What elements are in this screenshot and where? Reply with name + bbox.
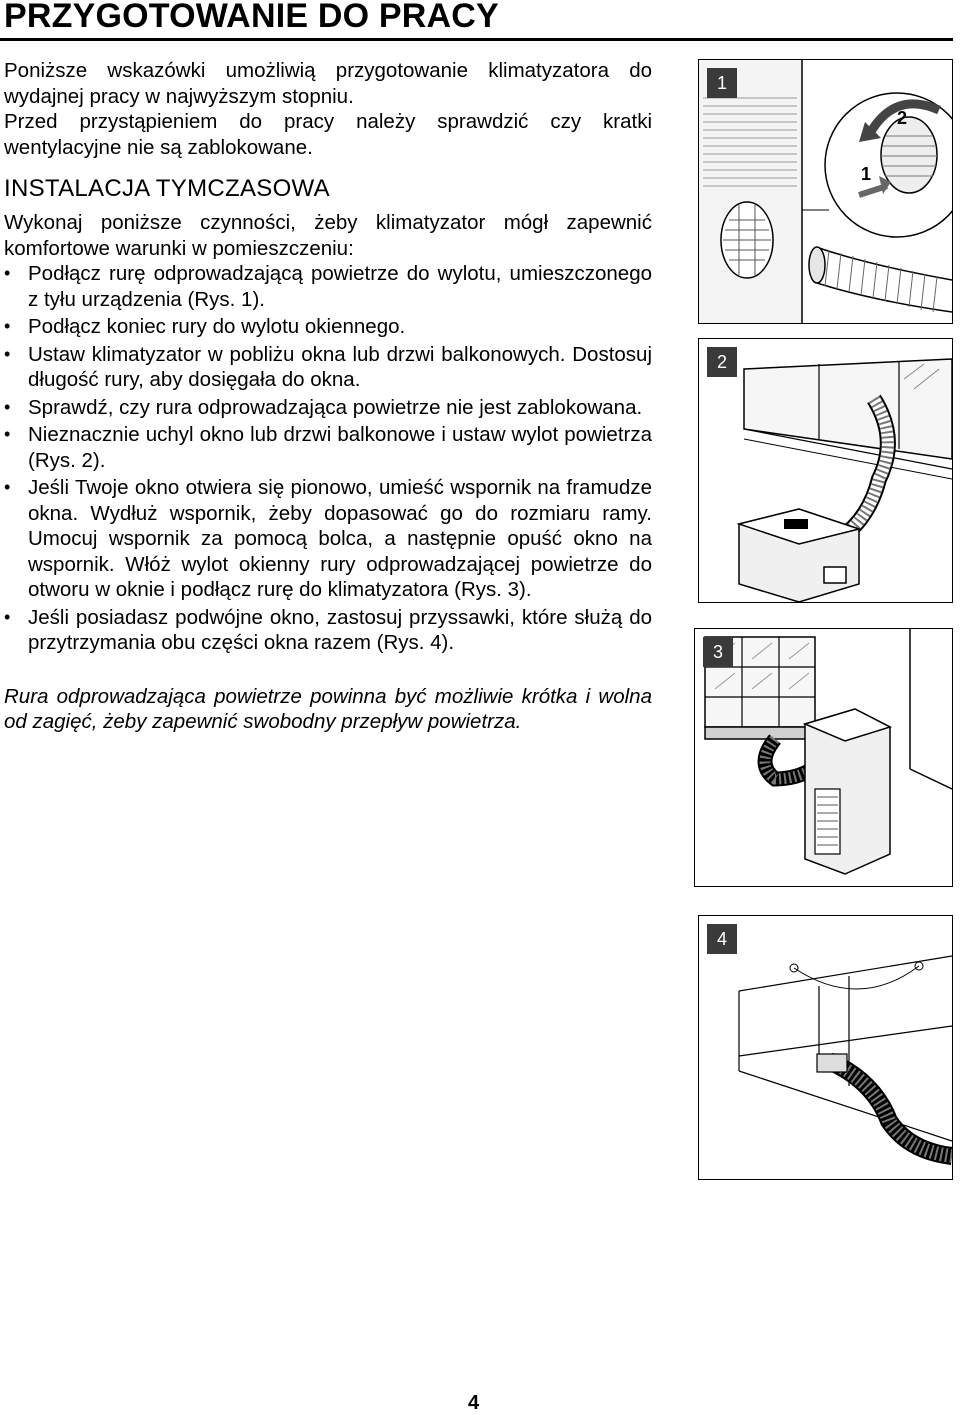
figure-3 xyxy=(694,628,953,887)
text-column xyxy=(4,58,652,735)
figure-4-label: 4 xyxy=(707,924,737,954)
figure-1-step-2: 2 xyxy=(897,108,908,128)
figure-1 xyxy=(698,59,953,324)
list-item-text: Sprawdź, czy rura odprowadzająca powietrze nie jest zablokowana. xyxy=(28,395,643,419)
figure-1-step-1: 1 xyxy=(861,164,872,184)
list-item xyxy=(4,342,652,393)
bullet-icon: • xyxy=(4,606,11,627)
bullet-icon: • xyxy=(4,343,11,364)
section-title: INSTALACJA TYMCZASOWA xyxy=(4,175,330,202)
figure-2 xyxy=(698,338,953,603)
list-item-text: Nieznacznie uchyl okno lub drzwi balkonowe i ustaw wylot powietrza (Rys. 2). xyxy=(28,423,652,472)
page-title: PRZYGOTOWANIE DO PRACY xyxy=(4,0,499,35)
list-item-text: Jeśli Twoje okno otwiera się pionowo, umieść wspornik na framudze okna. Wydłuż wspornik, żeby dopasować go do rozmiaru ramy. Umocuj wspornik za pomocą bolca, a następnie opuść okno na wspornik. Włóż wylot okienny rury odprowadzającej powietrze do otworu w oknie i podłącz rurę do klimatyzatora (Rys. 3). xyxy=(28,476,652,601)
bullet-icon: • xyxy=(4,477,11,497)
list-item-text: Ustaw klimatyzator w pobliżu okna lub drzwi balkonowych. Dostosuj długość rury, aby dosięgała do okna. xyxy=(28,342,652,391)
figure-2-label: 2 xyxy=(707,347,737,377)
figure-3-label: 3 xyxy=(703,637,733,667)
list-item xyxy=(4,314,652,340)
title-rule xyxy=(0,38,953,41)
figure-1-label: 1 xyxy=(707,68,737,98)
list-item xyxy=(4,422,652,473)
bullet-icon: • xyxy=(4,424,11,444)
list-item-text: Podłącz koniec rury do wylotu okiennego. xyxy=(28,315,406,338)
intro-paragraph-2: Przed przystąpieniem do pracy należy sprawdzić czy kratki wentylacyjne nie są zablokowane. xyxy=(4,110,652,159)
figure-1-illustration xyxy=(699,60,952,323)
list-item-text: Jeśli posiadasz podwójne okno, zastosuj przyssawki, które służą do przytrzymania obu części okna razem (Rys. 4). xyxy=(28,605,652,654)
bullet-icon: • xyxy=(4,263,11,283)
figure-4-illustration xyxy=(699,916,952,1179)
list-item xyxy=(4,605,652,656)
list-item xyxy=(4,475,652,603)
bullet-icon: • xyxy=(4,396,11,417)
bullet-icon: • xyxy=(4,316,11,336)
figure-4 xyxy=(698,915,953,1180)
page-number: 4 xyxy=(468,1392,480,1414)
list-item xyxy=(4,261,652,312)
hose-note: Rura odprowadzająca powietrze powinna być możliwie krótka i wolna od zagięć, żeby zapewnić swobodny przepływ powietrza. xyxy=(4,684,652,733)
list-item xyxy=(4,395,652,421)
section-intro: Wykonaj poniższe czynności, żeby klimatyzator mógł zapewnić komfortowe warunki w pomieszczeniu: xyxy=(4,211,652,260)
list-item-text: Podłącz rurę odprowadzającą powietrze do wylotu, umieszczonego z tyłu urządzenia (Rys. 1). xyxy=(28,262,652,311)
figure-3-illustration xyxy=(695,629,952,886)
intro-paragraph-1: Poniższe wskazówki umożliwią przygotowanie klimatyzatora do wydajnej pracy w najwyższym stopniu. xyxy=(4,59,652,108)
instruction-list xyxy=(4,261,652,656)
figure-2-illustration xyxy=(699,339,952,602)
